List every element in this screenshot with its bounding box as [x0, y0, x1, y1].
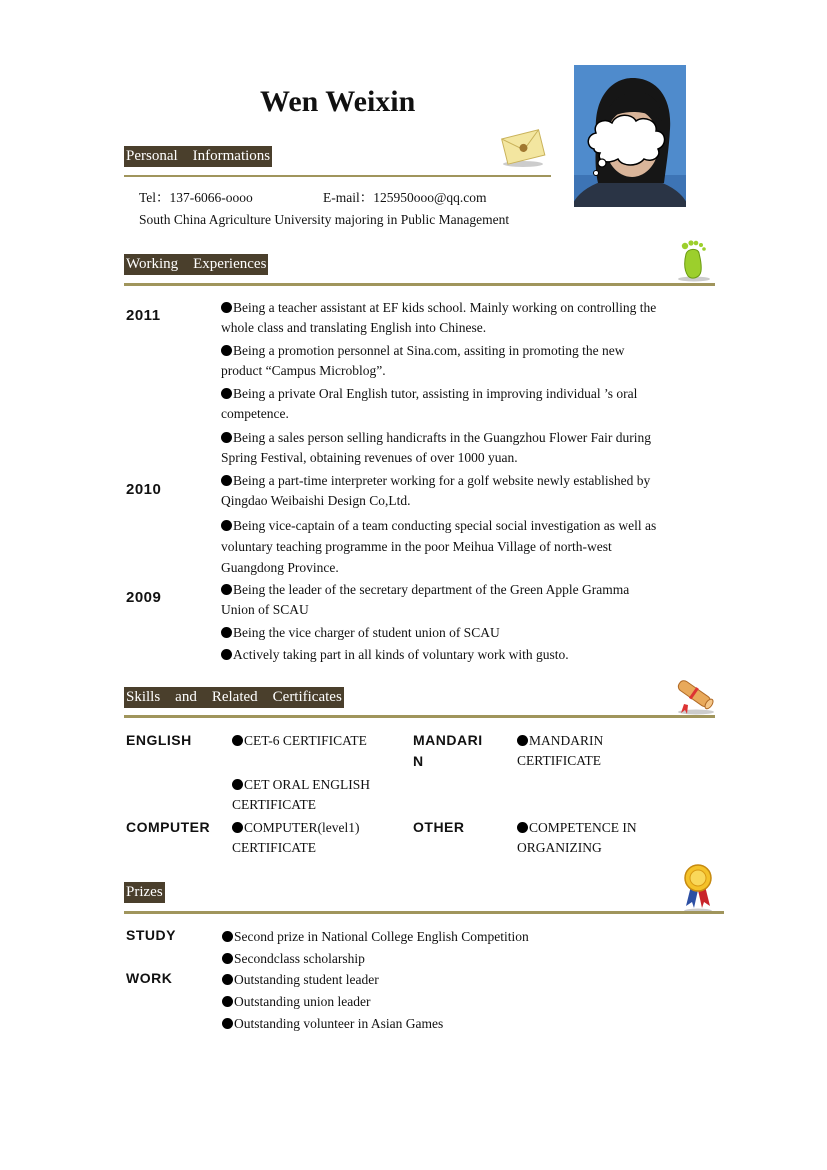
- divider: [124, 715, 715, 718]
- envelope-icon: [498, 124, 548, 173]
- skill-item: COMPUTER(level1) CERTIFICATE: [232, 820, 360, 855]
- experience-item: Being the vice charger of student union of SCAU: [221, 623, 500, 643]
- year-label: 2010: [126, 481, 162, 498]
- experience-item: Being the leader of the secretary department of the Green Apple Gramma Union of SCAU: [221, 582, 630, 617]
- experience-item: Being a promotion personnel at Sina.com, assiting in promoting the new product “Campus Microblog”.: [221, 343, 625, 378]
- divider: [124, 175, 551, 177]
- skill-category-computer: COMPUTER: [126, 819, 211, 835]
- year-label: 2009: [126, 589, 162, 606]
- experience-item: Being a private Oral English tutor, assisting in improving individual ’s oral competence.: [221, 386, 638, 421]
- prize-category-study: STUDY: [126, 927, 176, 943]
- prize-item: Second prize in National College English Competition: [222, 926, 529, 948]
- experience-item: Being a sales person selling handicrafts in the Guangzhou Flower Fair during Spring Festival, obtaining revenues of over 1000 yuan.: [221, 430, 652, 465]
- email: E-mail：125950ooo@qq.com: [323, 190, 487, 205]
- profile-photo: [574, 65, 686, 207]
- phone: Tel：137-6066-oooo: [139, 190, 253, 205]
- year-label: 2011: [126, 307, 161, 324]
- diploma-scroll-icon: [672, 674, 716, 721]
- experience-item: Being a part-time interpreter working for a golf website newly established by Qingdao Weibaishi Design Co,Ltd.: [221, 473, 651, 508]
- skill-category-english: ENGLISH: [126, 732, 192, 748]
- divider: [124, 911, 724, 914]
- skill-category-mandarin: MANDARI N: [413, 732, 483, 769]
- prize-item: Outstanding union leader: [222, 991, 529, 1013]
- skill-item: COMPETENCE IN ORGANIZING: [517, 820, 637, 855]
- section-work: Working Experiences: [124, 254, 268, 275]
- school-major: South China Agriculture University majoring in Public Management: [139, 212, 510, 227]
- prize-item: Outstanding volunteer in Asian Games: [222, 1013, 529, 1035]
- skill-item: CET-6 CERTIFICATE: [232, 731, 367, 751]
- prize-item: Secondclass scholarship: [222, 948, 529, 970]
- footprint-icon: [674, 236, 714, 287]
- prize-category-work: WORK: [126, 970, 173, 986]
- section-skills: Skills and Related Certificates: [124, 687, 344, 708]
- candidate-name: Wen Weixin: [260, 85, 416, 118]
- skill-category-other: OTHER: [413, 819, 465, 835]
- experience-item: Being a teacher assistant at EF kids school. Mainly working on controlling the whole class and translating English into Chinese.: [221, 300, 657, 335]
- section-prizes: Prizes: [124, 882, 165, 903]
- skill-item: CET ORAL ENGLISH CERTIFICATE: [232, 777, 370, 812]
- prize-list: [222, 926, 529, 1035]
- prize-item: Outstanding student leader: [222, 969, 529, 991]
- experience-item: Being vice-captain of a team conducting special social investigation as well as voluntary teaching programme in the poor Meihua Village of north-west Guangdong Province.: [221, 518, 657, 575]
- section-personal: Personal Informations: [124, 146, 272, 167]
- skill-item: MANDARIN CERTIFICATE: [517, 733, 604, 768]
- experience-item: Actively taking part in all kinds of voluntary work with gusto.: [221, 645, 569, 665]
- divider: [124, 283, 715, 286]
